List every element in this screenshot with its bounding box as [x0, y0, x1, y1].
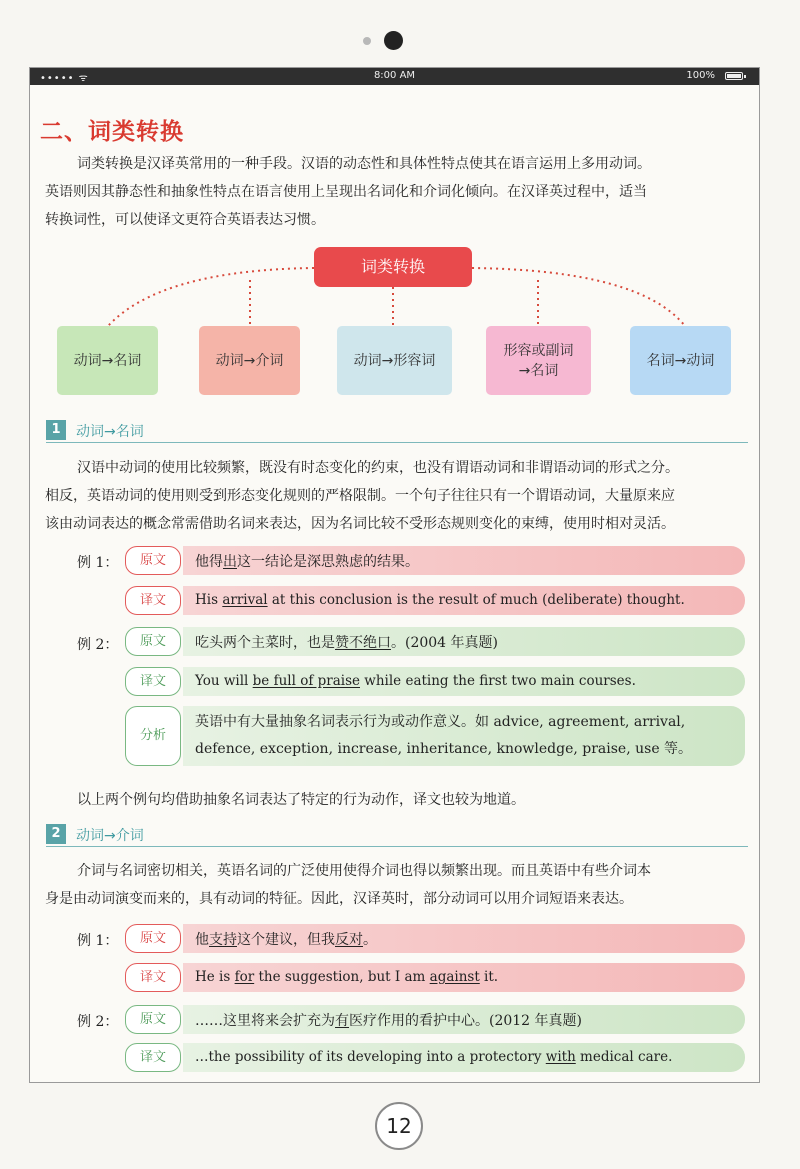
intro-line: 转换词性，可以使译文更符合英语表达习惯。 [45, 212, 325, 228]
example-label: 例 1： [77, 933, 119, 949]
battery-percent: 100% [686, 70, 715, 81]
analysis-tag: 分析 [125, 706, 181, 766]
translation-text: He is for the suggestion, but I am against it. [195, 969, 499, 985]
paragraph-line: 汉语中动词的使用比较频繁，既没有时态变化的约束，也没有谓语动词和非谓语动词的形式之分。 [77, 460, 679, 476]
summary-text: 以上两个例句均借助抽象名词表达了特定的行为动作，译文也较为地道。 [77, 792, 525, 808]
subsection-number: 1 [46, 420, 66, 440]
diagram-root: 词类转换 [314, 247, 472, 287]
sub2-paragraph [45, 857, 757, 913]
paragraph-line: 身是由动词演变而来的，具有动词的特征。因此，汉译英时，部分动词可以用介词短语来表达。 [45, 891, 633, 907]
translation-tag: 译文 [125, 963, 181, 992]
translation-text: You will be full of praise while eating the first two main courses. [195, 673, 636, 689]
translation-tag: 译文 [125, 586, 181, 615]
analysis-line: 英语中有大量抽象名词表示行为或动作意义。如 advice, agreement, arrival, [195, 714, 686, 730]
page-number: 12 [375, 1102, 423, 1150]
intro-line: 词类转换是汉译英常用的一种手段。汉语的动态性和具体性特点使其在语言运用上多用动词。 [77, 156, 651, 172]
intro-line: 英语则因其静态性和抽象性特点在语言使用上呈现出名词化和介词化倾向。在汉译英过程中，适当 [45, 184, 647, 200]
source-tag: 原文 [125, 546, 181, 575]
translation-tag: 译文 [125, 667, 181, 696]
status-bar [30, 68, 759, 85]
subsection-rule [46, 846, 748, 847]
diagram-branch: 形容或副词→名词 [486, 326, 591, 395]
source-tag: 原文 [125, 627, 181, 656]
diagram-branch: 名词→动词 [630, 326, 731, 395]
subsection-rule [46, 442, 748, 443]
pager-dots [0, 31, 800, 51]
subsection-title: 动词→名词 [76, 424, 144, 440]
source-text: 吃头两个主菜时，也是赞不绝口。(2004 年真题) [195, 635, 499, 651]
paragraph-line: 介词与名词密切相关，英语名词的广泛使用使得介词也得以频繁出现。而且英语中有些介词本 [77, 863, 651, 879]
paragraph-line: 该由动词表达的概念常需借助名词来表达，因为名词比较不受形态规则变化的束缚，使用时相对灵活。 [45, 516, 675, 532]
source-tag: 原文 [125, 924, 181, 953]
connector-line [472, 268, 685, 326]
source-text: ……这里将来会扩充为有医疗作用的看护中心。(2012 年真题) [195, 1013, 583, 1029]
source-text: 他得出这一结论是深思熟虑的结果。 [195, 554, 419, 570]
analysis-text [195, 709, 692, 763]
signal-icon: ••••• ᯤ [40, 73, 89, 84]
source-text: 他支持这个建议，但我反对。 [195, 932, 377, 948]
translation-text: …the possibility of its developing into a protectory with medical care. [195, 1049, 673, 1065]
translation-tag: 译文 [125, 1043, 181, 1072]
diagram-branch: 动词→形容词 [337, 326, 452, 395]
source-tag: 原文 [125, 1005, 181, 1034]
example-label: 例 1： [77, 555, 119, 571]
status-time: 8:00 AM [373, 70, 416, 81]
sub1-paragraph [45, 454, 757, 538]
subsection-title: 动词→介词 [76, 828, 144, 844]
analysis-line: defence, exception, increase, inheritance, knowledge, praise, use 等。 [195, 741, 693, 757]
page-indicator-dot-active[interactable] [384, 31, 403, 50]
page-indicator-dot[interactable] [363, 37, 371, 45]
battery-icon [725, 72, 743, 80]
translation-text: His arrival at this conclusion is the result of much (deliberate) thought. [195, 592, 685, 608]
paragraph-line: 相反，英语动词的使用则受到形态变化规则的严格限制。一个句子往往只有一个谓语动词，大量原来应 [45, 488, 675, 504]
example-label: 例 2： [77, 1014, 119, 1030]
connector-line [108, 268, 314, 326]
diagram-branch: 动词→名词 [57, 326, 158, 395]
example-label: 例 2： [77, 637, 119, 653]
section-title: 二、词类转换 [40, 119, 184, 145]
intro-paragraph [45, 150, 757, 234]
subsection-number: 2 [46, 824, 66, 844]
diagram-branch: 动词→介词 [199, 326, 300, 395]
